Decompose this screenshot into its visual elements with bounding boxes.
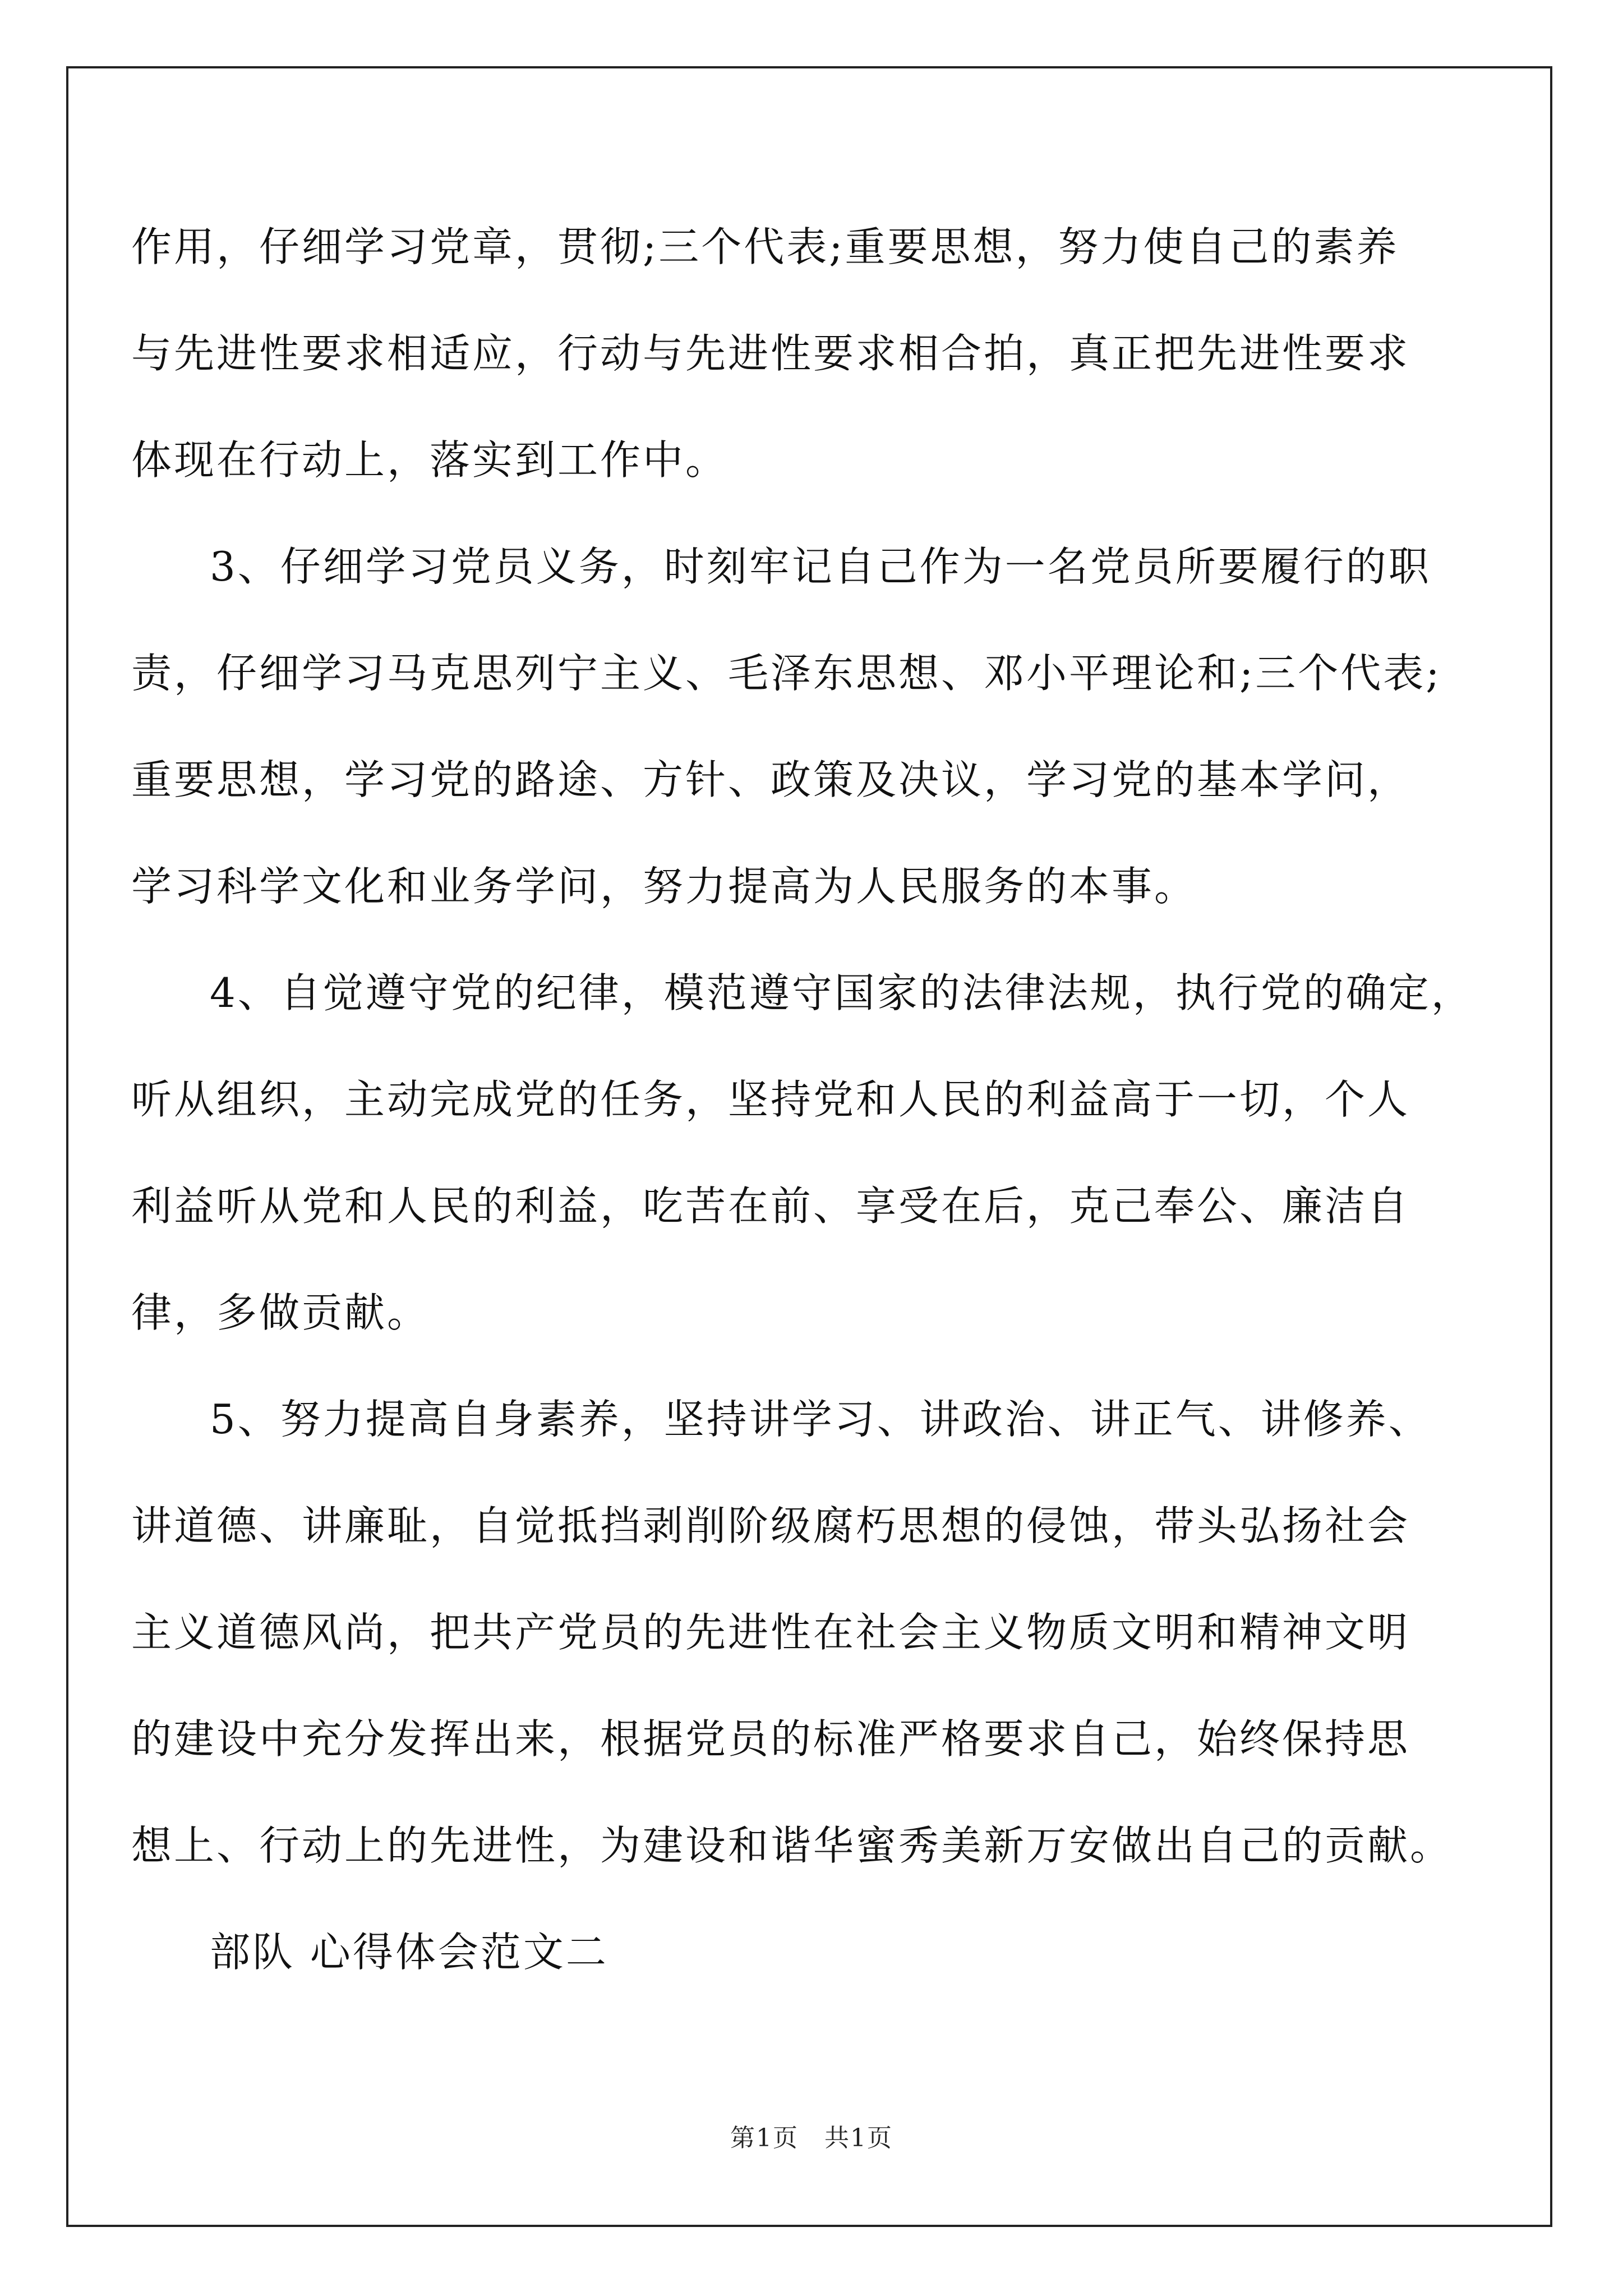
body-line: 主义道德风尚，把共产党员的先进性在社会主义物质文明和精神文明 [131, 1609, 1410, 1656]
body-line: 想上、行动上的先进性，为建设和谐华蜜秀美新万安做出自己的贡献。 [131, 1822, 1453, 1869]
document-body [131, 194, 1511, 2005]
body-line: 体现在行动上，落实到工作中。 [131, 436, 728, 484]
body-line: 责，仔细学习马克思列宁主义、毛泽东思想、邓小平理论和;三个代表; [131, 650, 1442, 697]
paragraph-3-start: 3、仔细学习党员义务，时刻牢记自己作为一名党员所要履行的职 [210, 543, 1431, 590]
body-line: 作用，仔细学习党章，贯彻;三个代表;重要思想，努力使自己的素养 [131, 223, 1399, 270]
body-line: 与先进性要求相适应，行动与先进性要求相合拍，真正把先进性要求 [131, 330, 1410, 377]
body-line: 利益听从党和人民的利益，吃苦在前、享受在后，克己奉公、廉洁自 [131, 1182, 1410, 1230]
body-line: 讲道德、讲廉耻，自觉抵挡剥削阶级腐朽思想的侵蚀，带头弘扬社会 [131, 1502, 1410, 1549]
page-footer: 第1页 共1页 [730, 2124, 893, 2152]
body-line: 律，多做贡献。 [131, 1289, 430, 1336]
paragraph-5-start: 5、努力提高自身素养，坚持讲学习、讲政治、讲正气、讲修养、 [210, 1396, 1431, 1443]
paragraph-4-start: 4、自觉遵守党的纪律，模范遵守国家的法律法规，执行党的确定， [210, 969, 1474, 1016]
section-heading: 部队 心得体会范文二 [210, 1929, 608, 1976]
body-line: 重要思想，学习党的路途、方针、政策及决议，学习党的基本学问， [131, 756, 1410, 803]
body-line: 学习科学文化和业务学问，努力提高为人民服务的本事。 [131, 863, 1197, 910]
body-line: 的建设中充分发挥出来，根据党员的标准严格要求自己，始终保持思 [131, 1715, 1410, 1763]
body-line: 听从组织，主动完成党的任务，坚持党和人民的利益高于一切，个人 [131, 1076, 1410, 1123]
